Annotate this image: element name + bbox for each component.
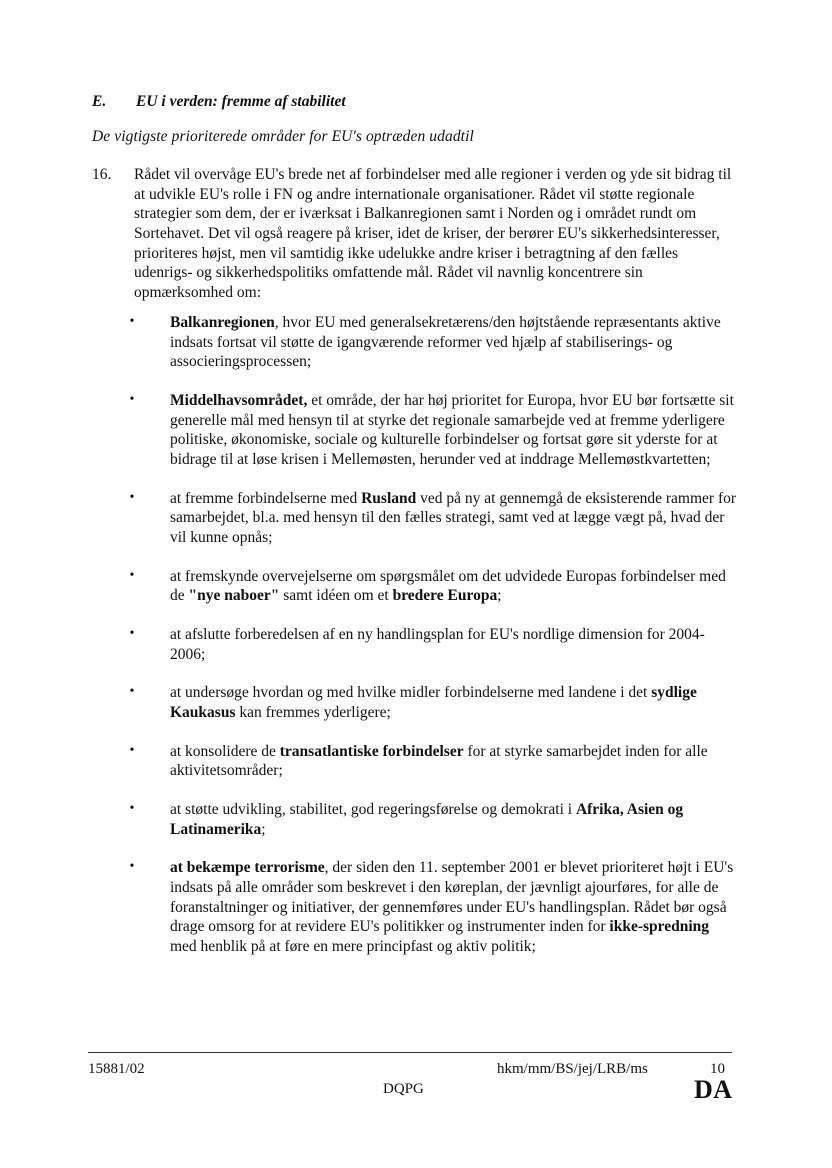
bullet-icon: • — [129, 314, 135, 329]
bullet-bold: transatlantiske forbindelser — [279, 742, 464, 760]
list-item — [126, 313, 738, 372]
bullet-icon: • — [129, 392, 135, 408]
section-letter: E. — [92, 93, 107, 110]
bullet-text: at fremskynde overvejelserne om spørgsmålet om det udvidede Europas forbindelser med de — [170, 567, 726, 605]
subheading: De vigtigste prioriterede områder for EU's optræden udadtil — [92, 128, 474, 145]
bullet-bold: Afrika, Asien og Latinamerika — [170, 801, 684, 838]
bullet-bold: sydlige Kaukasus — [170, 684, 697, 722]
bullet-text: at undersøge hvordan og med hvilke midler forbindelserne med landene i det — [170, 684, 652, 702]
list-item — [126, 742, 738, 781]
bullet-text: at konsolidere de — [170, 742, 280, 760]
bullet-bold: at bekæmpe terrorisme — [170, 859, 325, 877]
list-item — [126, 489, 738, 548]
list-item — [126, 683, 738, 722]
bullet-text: med henblik på at føre en mere principfast og aktiv politik; — [170, 938, 536, 956]
bullet-text: et område, der har høj prioritet for Europa, hvor EU bør fortsætte sit generelle mål med hensyn til at styrke det regionale samarbejde ved at fremme yderligere politiske, økonomiske, sociale og kulturelle forbindelser og fortsat gøre sit yderste for at bidrage til at løse krisen i Mellemøsten, herunder ved at inddrage Mellemøstkvartetten; — [170, 392, 734, 469]
bullet-text: samt idéen om et — [279, 587, 393, 605]
paragraph-text: Rådet vil overvåge EU's brede net af forbindelser med alle regioner i verden og yde sit bidrag til at udvikle EU's rolle i FN og andre internationale organisationer. Rådet vil støtte regionale strategier som dem, der er iværksat i Balkanregionen samt i Norden og i området rundt om Sortehavet. Det vil også reagere på kriser, idet de kriser, der berører EU's sikkerhedsinteresser, prioriteres højst, men vil samtidig ikke udelukke andre kriser i betragtning af den fælles udenrigs- og sikkerhedspolitiks omfattende mål. Rådet vil navnlig koncentrere sin opmærksomhed om: — [134, 166, 732, 302]
author-reference: hkm/mm/BS/jej/LRB/ms — [497, 1061, 648, 1077]
bullet-bold: Rusland — [361, 489, 417, 507]
bullet-icon: • — [129, 684, 135, 700]
list-item — [126, 625, 738, 664]
footer-divider — [88, 1052, 732, 1053]
bullet-text: ; — [261, 820, 266, 838]
bullet-icon: • — [129, 626, 135, 642]
section-title: EU i verden: fremme af stabilitet — [136, 93, 346, 110]
bullet-text: , hvor EU med generalsekretærens/den højtstående repræsentants aktive indsats fortsat vil støtte de igangværende reformer ved hjælp af stabiliserings- og associeringsprocessen; — [170, 314, 721, 371]
bullet-text: kan fremmes yderligere; — [235, 704, 391, 722]
document-number: 15881/02 — [88, 1061, 145, 1077]
bullet-icon: • — [129, 567, 135, 583]
bullet-bold: ikke-spredning — [609, 918, 710, 936]
unit-code: DQPG — [383, 1081, 424, 1097]
bullet-text: ; — [497, 587, 502, 605]
bullet-text: for at styrke samarbejdet inden for alle aktivitetsområder; — [170, 742, 708, 780]
bullet-bold: bredere Europa — [392, 587, 498, 605]
list-item — [126, 567, 738, 606]
bullet-bold: Middelhavsområdet, — [170, 392, 308, 410]
bullet-bold: "nye naboer" — [188, 587, 280, 605]
bullet-text: , der siden den 11. september 2001 er blevet prioriteret højt i EU's indsats på alle områder som beskrevet i den køreplan, der jævnligt ajourføres, for alle de foranstaltninger og initiativer, der gennemføres under EU's handlingsplan. Rådet bør også drage omsorg for at revidere EU's politikker og instrumenter inden for — [170, 859, 734, 936]
bullet-text: at afslutte forberedelsen af en ny handlingsplan for EU's nordlige dimension for 2004-2006; — [170, 626, 705, 663]
bullet-icon: • — [129, 489, 135, 505]
bullet-list — [126, 313, 738, 976]
bullet-bold: Balkanregionen — [170, 314, 275, 331]
list-item — [126, 391, 738, 470]
paragraph-number: 16. — [92, 166, 112, 183]
bullet-text: at fremme forbindelserne med — [170, 489, 362, 507]
bullet-icon: • — [129, 742, 135, 758]
bullet-icon: • — [129, 859, 135, 875]
bullet-icon: • — [129, 801, 135, 817]
language-code: DA — [694, 1075, 733, 1104]
page-number: 10 — [710, 1061, 725, 1077]
list-item — [126, 858, 738, 956]
bullet-text: at støtte udvikling, stabilitet, god regeringsførelse og demokrati i — [170, 801, 576, 819]
bullet-text: ved på ny at gennemgå de eksisterende rammer for samarbejdet, bl.a. med hensyn til den fælles strategi, samt ved at lægge vægt på, hvad der vil kunne opnås; — [170, 489, 737, 547]
list-item — [126, 800, 738, 839]
section-heading — [92, 92, 346, 112]
